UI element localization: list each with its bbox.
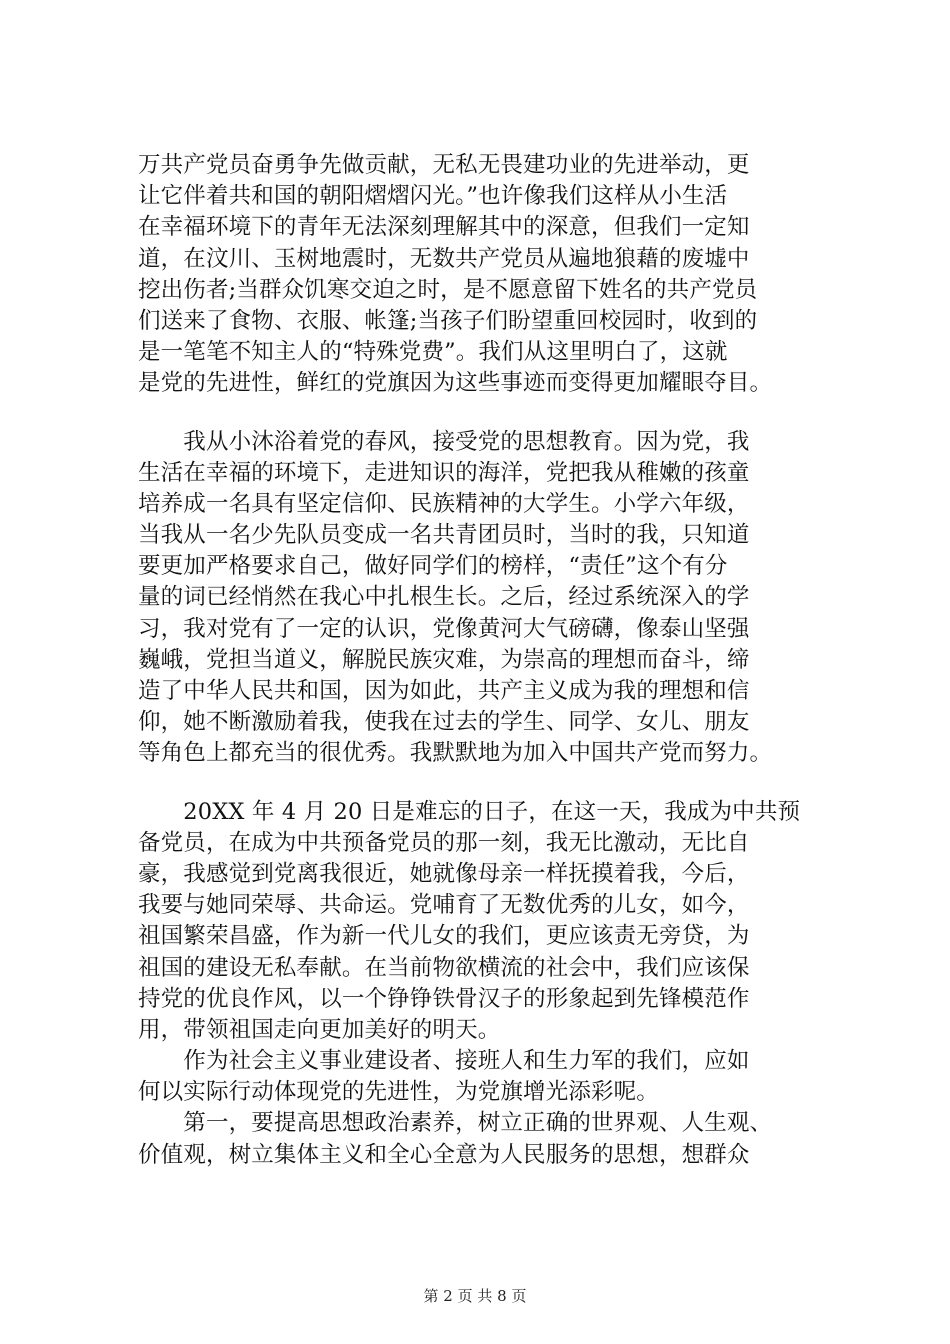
text-line: 要更加严格要求自己，做好同学们的榜样，“责任”这个有分 — [138, 553, 728, 580]
text-line: 们送来了食物、衣服、帐篷;当孩子们盼望重回校园时，收到的 — [138, 307, 758, 334]
text-line: 当我从一名少先队员变成一名共青团员时，当时的我，只知道 — [138, 522, 750, 549]
text-line: 仰，她不断激励着我，使我在过去的学生、同学、女儿、朋友 — [138, 709, 750, 736]
text-line: 第一，要提高思想政治素养，树立正确的世界观、人生观、 — [138, 1110, 773, 1137]
text-line: 等角色上都充当的很优秀。我默默地为加入中国共产党而努力。 — [138, 740, 773, 767]
text-line: 价值观，树立集体主义和全心全意为人民服务的思想，想群众 — [138, 1141, 750, 1168]
text-line: 是一笔笔不知主人的“特殊党费”。我们从这里明白了，这就 — [138, 339, 728, 366]
text-line: 作为社会主义事业建设者、接班人和生力军的我们，应如 — [138, 1048, 750, 1075]
document-body — [138, 150, 838, 1171]
text-line: 是党的先进性，鲜红的党旗因为这些事迹而变得更加耀眼夺目。 — [138, 370, 773, 397]
text-line: 生活在幸福的环境下，走进知识的海洋，党把我从稚嫩的孩童 — [138, 459, 750, 486]
text-line: 用，带领祖国走向更加美好的明天。 — [138, 1016, 501, 1043]
text-line: 巍峨，党担当道义，解脱民族灾难，为崇高的理想而奋斗，缔 — [138, 646, 750, 673]
text-line: 祖国繁荣昌盛，作为新一代儿女的我们，更应该责无旁贷，为 — [138, 923, 750, 950]
text-line: 豪，我感觉到党离我很近，她就像母亲一样抚摸着我，今后， — [138, 860, 750, 887]
text-line: 我从小沐浴着党的春风，接受党的思想教育。因为党，我 — [138, 428, 750, 455]
paragraph-2 — [138, 427, 838, 770]
paragraph-3 — [138, 797, 838, 1171]
text-line: 培养成一名具有坚定信仰、民族精神的大学生。小学六年级， — [138, 490, 750, 517]
text-line: 备党员，在成为中共预备党员的那一刻，我无比激动，无比自 — [138, 829, 750, 856]
paragraph-spacer — [138, 400, 838, 427]
paragraph-spacer — [138, 770, 838, 797]
paragraph-1 — [138, 150, 838, 400]
text-line: 道，在汶川、玉树地震时，无数共产党员从遍地狼藉的废墟中 — [138, 245, 750, 272]
text-line: 在幸福环境下的青年无法深刻理解其中的深意，但我们一定知 — [138, 214, 750, 241]
text-line: 挖出伤者;当群众饥寒交迫之时，是不愿意留下姓名的共产党员 — [138, 276, 758, 303]
text-line: 持党的优良作风，以一个铮铮铁骨汉子的形象起到先锋模范作 — [138, 985, 750, 1012]
text-line: 让它伴着共和国的朝阳熠熠闪光。”也许像我们这样从小生活 — [138, 183, 728, 210]
text-line: 万共产党员奋勇争先做贡献，无私无畏建功业的先进举动，更 — [138, 152, 750, 178]
text-line: 造了中华人民共和国，因为如此，共产主义成为我的理想和信 — [138, 678, 750, 704]
text-line: 20XX 年 4 月 20 日是难忘的日子，在这一天，我成为中共预 — [138, 798, 801, 825]
text-line: 何以实际行动体现党的先进性，为党旗增光添彩呢。 — [138, 1079, 659, 1106]
text-line: 我要与她同荣辱、共命运。党哺育了无数优秀的儿女，如今， — [138, 892, 750, 919]
page-number-footer: 第 2 页 共 8 页 — [423, 1287, 527, 1305]
text-line: 祖国的建设无私奉献。在当前物欲横流的社会中，我们应该保 — [138, 954, 750, 981]
text-line: 量的词已经悄然在我心中扎根生长。之后，经过系统深入的学 — [138, 584, 750, 611]
text-line: 习，我对党有了一定的认识，党像黄河大气磅礴，像泰山坚强 — [138, 615, 750, 642]
